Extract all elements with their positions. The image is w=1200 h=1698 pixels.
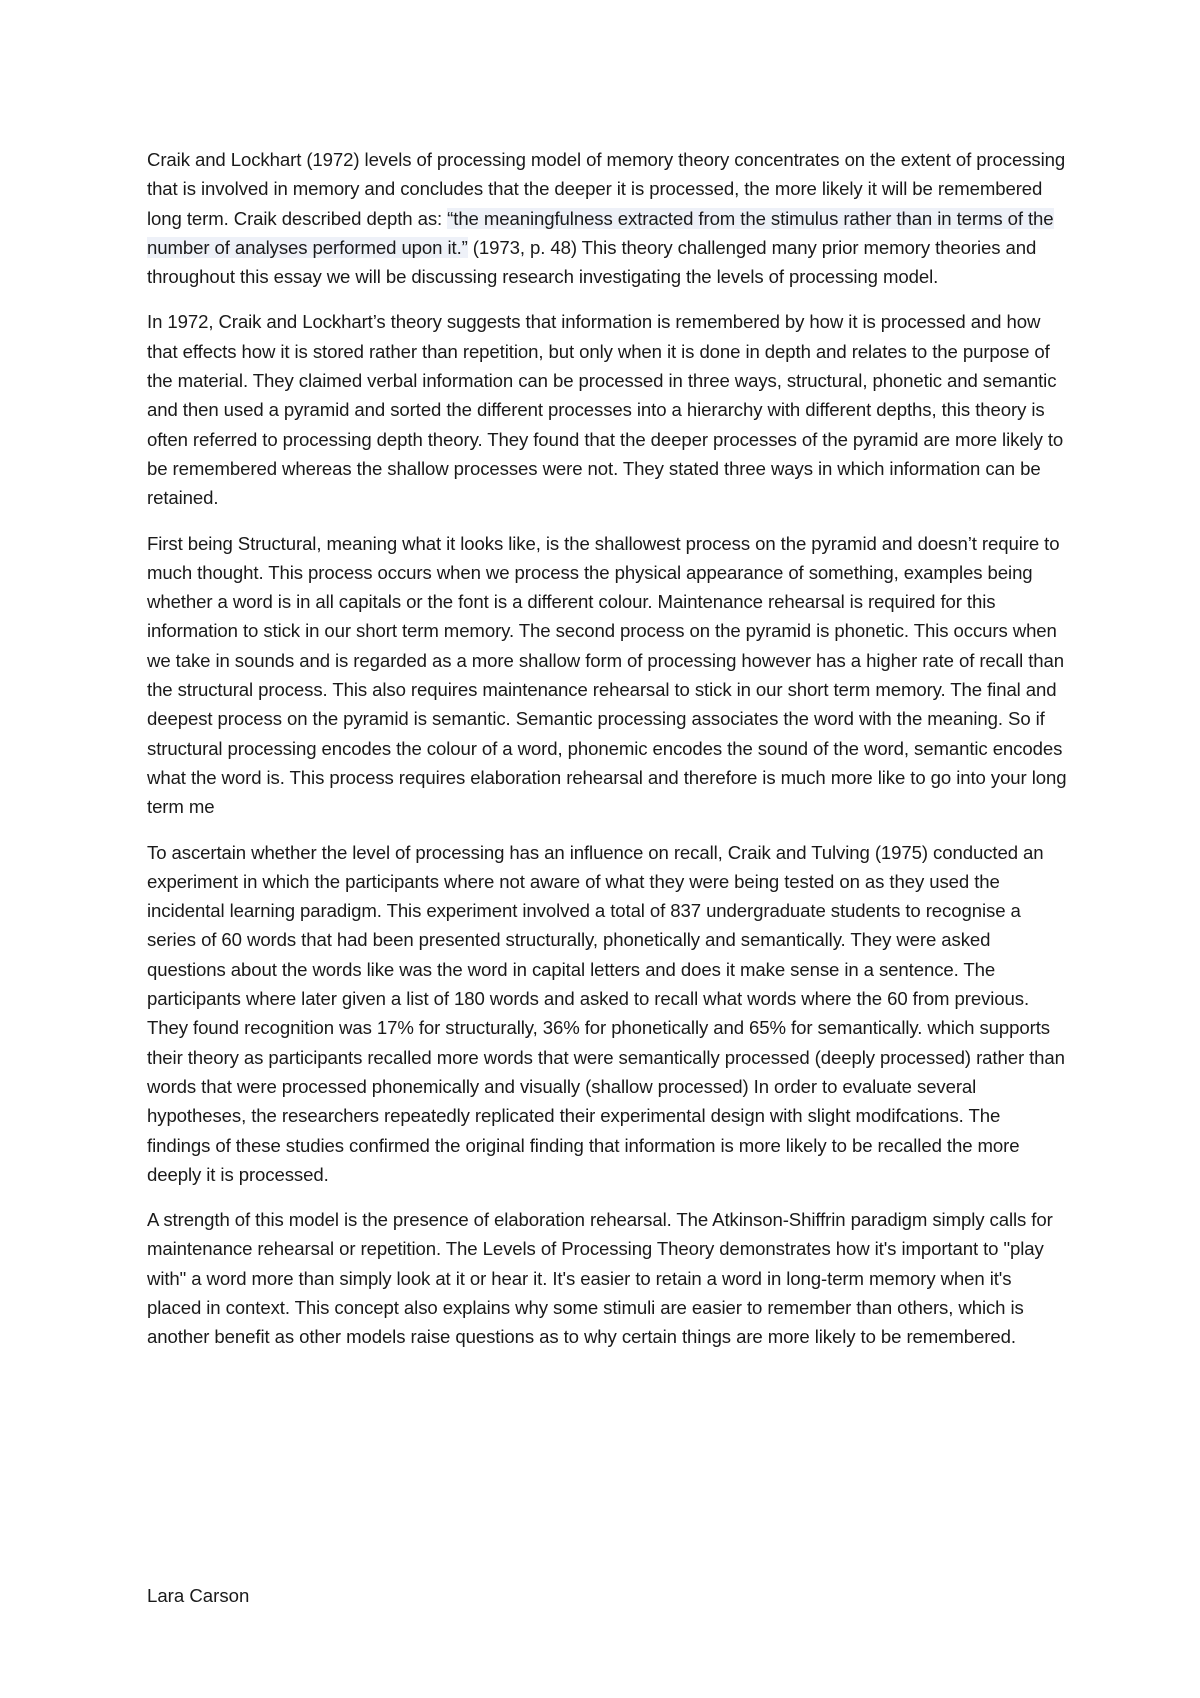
paragraph-intro — [147, 145, 1067, 291]
highlighted-quote: “the meaningfulness extracted from the stimulus rather than in terms of the number of analyses performed upon it.” — [147, 207, 1054, 258]
intro-text-continued: (1973, p. 48) This theory challenged many prior memory theories and throughout this essay we will be discussing research investigating the levels of processing model. — [147, 236, 1037, 288]
document-body — [147, 145, 1067, 1368]
paragraph-strength: A strength of this model is the presence of elaboration rehearsal. The Atkinson-Shiffrin paradigm simply calls for maintenance rehearsal or repetition. The Levels of Processing Theory demonstrates how it's important to "play with" a word more than simply look at it or hear it. It's easier to retain a word in long-term memory when it's placed in context. This concept also explains why some stimuli are easier to remember than others, which is another benefit as other models raise questions as to why certain things are more likely to be remembered. — [147, 1209, 1053, 1348]
paragraph-structural: First being Structural, meaning what it looks like, is the shallowest process on the pyramid and doesn’t require to much thought. This process occurs when we process the physical appearance of something, examples being whether a word is in all capitals or the font is a different colour. Maintenance rehearsal is required for this information to stick in our short term memory. The second process on the pyramid is phonetic. This occurs when we take in sounds and is regarded as a more shallow form of processing however has a higher rate of recall than the structural process. This also requires maintenance rehearsal to stick in our short term memory. The final and deepest process on the pyramid is semantic. Semantic processing associates the word with the meaning. So if structural processing encodes the colour of a word, phonemic encodes the sound of the word, semantic encodes what the word is. This process requires elaboration rehearsal and therefore is much more like to go into your long term me — [147, 532, 1067, 818]
author-name: Lara Carson — [147, 1585, 250, 1606]
paragraph-theory: In 1972, Craik and Lockhart’s theory suggests that information is remembered by how it is processed and how that effects how it is stored rather than repetition, but only when it is done in depth and relates to the purpose of the material. They claimed verbal information can be processed in three ways, structural, phonetic and semantic and then used a pyramid and sorted the different processes into a hierarchy with different depths, this theory is often referred to processing depth theory. They found that the deeper processes of the pyramid are more likely to be remembered whereas the shallow processes were not. They stated three ways in which information can be retained. — [147, 311, 1064, 509]
intro-text: Craik and Lockhart (1972) levels of processing model of memory theory concentrates on the extent of processing that is involved in memory and concludes that the deeper it is processed, the more likely it will be remembered long term. Craik described depth as: — [147, 149, 1066, 229]
paragraph-experiment: To ascertain whether the level of processing has an influence on recall, Craik and Tulving (1975) conducted an experiment in which the participants where not aware of what they were being tested on as they used the incidental learning paradigm. This experiment involved a total of 837 undergraduate students to recognise a series of 60 words that had been presented structurally, phonetically and semantically. They were asked questions about the words like was the word in capital letters and does it make sense in a sentence. The participants where later given a list of 180 words and asked to recall what words where the 60 from previous. They found recognition was 17% for structurally, 36% for phonetically and 65% for semantically. which supports their theory as participants recalled more words that were semantically processed (deeply processed) rather than words that were processed phonemically and visually (shallow processed) In order to evaluate several hypotheses, the researchers repeatedly replicated their experimental design with slight modifcations. The findings of these studies confirmed the original finding that information is more likely to be recalled the more deeply it is processed. — [147, 841, 1065, 1185]
